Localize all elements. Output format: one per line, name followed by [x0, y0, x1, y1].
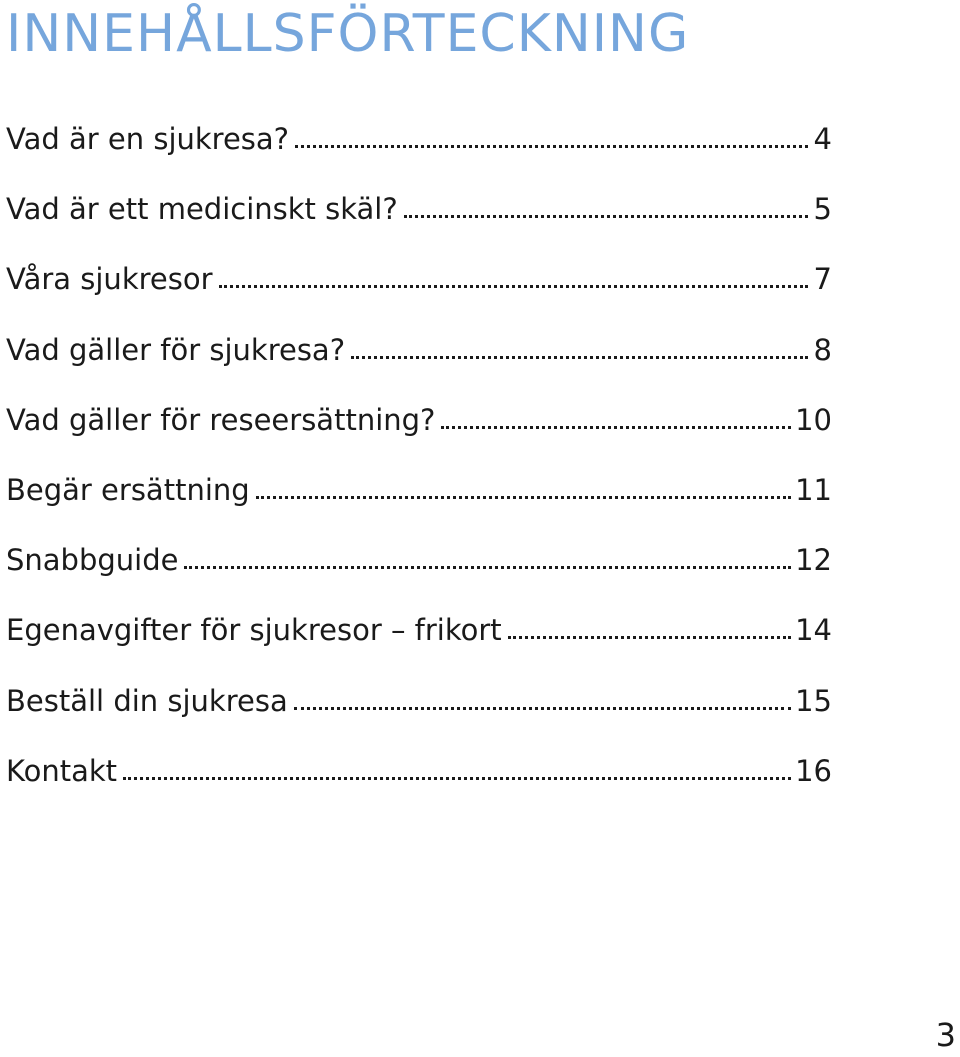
toc-entry-page: 5	[813, 192, 832, 227]
toc-entry[interactable]	[6, 595, 832, 665]
toc-entry[interactable]	[6, 736, 832, 806]
toc-dot-leader	[295, 135, 808, 148]
toc-dot-leader	[508, 626, 791, 639]
toc-entry-label: Vad är ett medicinskt skäl?	[6, 192, 398, 227]
toc-entry[interactable]	[6, 525, 832, 595]
toc-entry[interactable]	[6, 666, 832, 736]
toc-dot-leader	[219, 275, 808, 288]
toc-entry-label: Vad gäller för reseersättning?	[6, 402, 436, 437]
toc-entry-page: 7	[813, 262, 832, 297]
toc-entry[interactable]	[6, 385, 832, 455]
toc-entry-label: Våra sjukresor	[6, 262, 213, 297]
toc-dot-leader	[441, 416, 791, 429]
toc-entry-page: 10	[795, 402, 832, 437]
toc-entry-label: Vad gäller för sjukresa?	[6, 332, 346, 367]
toc-entry-page: 4	[813, 122, 832, 156]
toc-entry-label: Vad är en sjukresa?	[6, 122, 290, 156]
toc-entry-page: 15	[795, 683, 832, 718]
toc-entry-page: 14	[795, 613, 832, 648]
toc-entry-page: 11	[795, 472, 832, 507]
toc-dot-leader	[256, 486, 791, 499]
toc-dot-leader	[184, 556, 791, 569]
toc-entry-label: Begär ersättning	[6, 472, 250, 507]
toc-dot-leader	[404, 205, 808, 218]
toc-entry[interactable]	[6, 174, 832, 244]
toc-entry-page: 12	[795, 543, 832, 578]
toc-entry-label: Egenavgifter för sjukresor – frikort	[6, 613, 502, 648]
toc-entry-label: Beställ din sjukresa	[6, 683, 288, 718]
toc-entry[interactable]	[6, 315, 832, 385]
toc-entry-page: 8	[813, 332, 832, 367]
table-of-contents	[6, 104, 832, 806]
toc-entry-label: Kontakt	[6, 753, 118, 788]
toc-entry-page: 16	[795, 753, 832, 788]
toc-entry[interactable]	[6, 104, 832, 174]
page-number: 3	[935, 1016, 956, 1054]
toc-entry-label: Snabbguide	[6, 543, 179, 578]
toc-dot-leader	[123, 767, 791, 780]
toc-entry[interactable]	[6, 455, 832, 525]
toc-dot-leader	[294, 697, 791, 710]
toc-dot-leader	[351, 346, 808, 359]
page-title: INNEHÅLLSFÖRTECKNING	[6, 4, 690, 64]
toc-entry[interactable]	[6, 244, 832, 314]
